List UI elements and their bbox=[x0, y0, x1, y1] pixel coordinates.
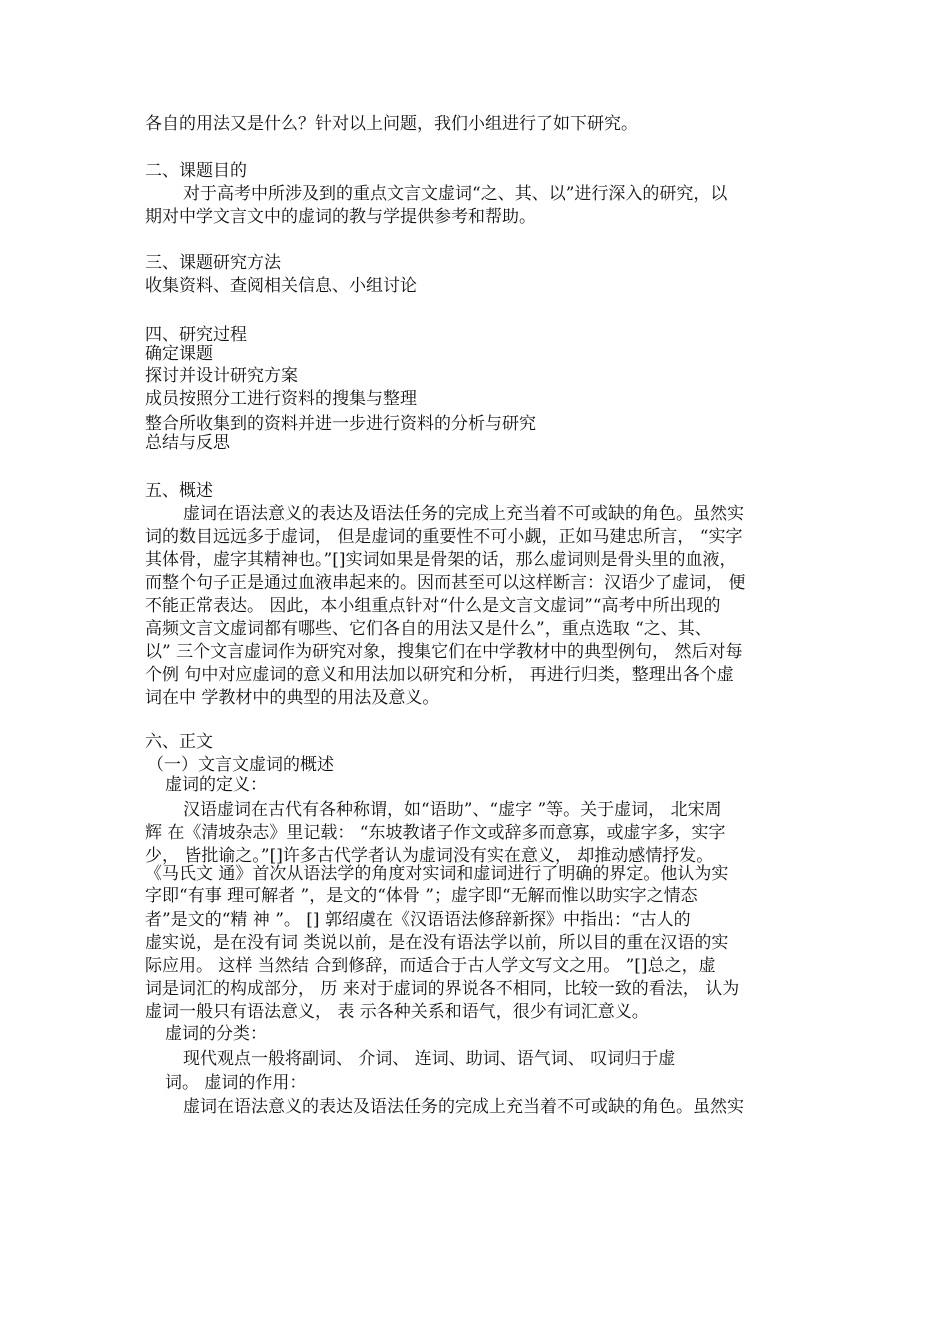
classification-label: 虚词的分类： bbox=[165, 1024, 267, 1044]
section-5-line: 其体骨，虚字其精神也。”[]实词如果是骨架的话，那么虚词则是骨头里的血液， bbox=[145, 550, 737, 570]
section-5-line: 高频文言文虚词都有哪些、它们各自的用法又是什么”，重点选取 “之、其、 bbox=[145, 619, 712, 639]
section-4-line: 总结与反思 bbox=[145, 433, 230, 453]
definition-line: 字即“有事 理可解者 ”，是文的“体骨 ”；虚字即“无解而惟以助实字之情态 bbox=[145, 886, 698, 906]
definition-label: 虚词的定义： bbox=[165, 775, 267, 795]
definition-line: 虚实说，是在没有词 类说以前，是在没有语法学以前，所以目的重在汉语的实 bbox=[145, 933, 729, 953]
section-5-line: 虚词在语法意义的表达及语法任务的完成上充当着不可或缺的角色。虽然实 bbox=[183, 504, 744, 524]
definition-line: 汉语虚词在古代有各种称谓，如“语助”、“虚字 ”等。关于虚词， 北宋周 bbox=[183, 800, 722, 820]
section-2-heading: 二、课题目的 bbox=[145, 161, 247, 181]
section-4-line: 确定课题 bbox=[145, 344, 213, 364]
section-3-heading: 三、课题研究方法 bbox=[145, 253, 281, 273]
section-4-line: 整合所收集到的资料并进一步进行资料的分析与研究 bbox=[145, 414, 536, 434]
classification-line: 现代观点一般将副词、 介词、 连词、助词、语气词、 叹词归于虚 bbox=[183, 1049, 676, 1069]
definition-line: 者”是文的“精 神 ”。 [] 郭绍虞在《汉语语法修辞新探》中指出：“古人的 bbox=[145, 910, 691, 930]
classification-line: 词。 虚词的作用： bbox=[165, 1073, 307, 1093]
section-5-line: 以” 三个文言虚词作为研究对象，搜集它们在中学教材中的典型例句， 然后对每 bbox=[145, 642, 743, 662]
section-4-line: 探讨并设计研究方案 bbox=[145, 366, 298, 386]
section-5-line: 词的数目远远多于虚词， 但是虚词的重要性不可小觑，正如马建忠所言， “实字 bbox=[145, 527, 743, 547]
section-6-heading: 六、正文 bbox=[145, 732, 213, 752]
function-line: 虚词在语法意义的表达及语法任务的完成上充当着不可或缺的角色。虽然实 bbox=[183, 1097, 744, 1117]
section-4-heading: 四、研究过程 bbox=[145, 325, 247, 345]
section-5-line: 不能正常表达。 因此，本小组重点针对“什么是文言文虚词”“高考中所出现的 bbox=[145, 596, 721, 616]
section-6-subheading: （一）文言文虚词的概述 bbox=[147, 755, 334, 775]
definition-line: 词是词汇的构成部分， 历 来对于虚词的界说各不相同，比较一致的看法， 认为 bbox=[145, 979, 740, 999]
section-5-line: 个例 句中对应虚词的意义和用法加以研究和分析， 再进行归类，整理出各个虚 bbox=[145, 665, 734, 685]
definition-line: 辉 在《清坡杂志》里记载： “东坡教诸子作文或辞多而意寡，或虚字多，实字 bbox=[145, 823, 726, 843]
definition-line: 虚词一般只有语法意义， 表 示各种关系和语气，很少有词汇意义。 bbox=[145, 1002, 649, 1022]
definition-line: 《马氏文 通》首次从语法学的角度对实词和虚词进行了明确的界定。他认为实 bbox=[145, 864, 729, 884]
section-5-line: 词在中 学教材中的典型的用法及意义。 bbox=[145, 688, 440, 708]
definition-line: 少， 皆批谕之。”[]许多古代学者认为虚词没有实在意义， 却推动感情抒发。 bbox=[145, 846, 714, 866]
section-5-line: 而整个句子正是通过血液串起来的。因而甚至可以这样断言：汉语少了虚词， 便 bbox=[145, 573, 746, 593]
section-3-line: 收集资料、查阅相关信息、小组讨论 bbox=[145, 276, 417, 296]
definition-line: 际应用。 这样 当然结 合到修辞，而适合于古人学文写文之用。 ”[]总之，虚 bbox=[145, 956, 716, 976]
section-2-line: 期对中学文言文中的虚词的教与学提供参考和帮助。 bbox=[145, 207, 536, 227]
intro-line: 各自的用法又是什么？针对以上问题，我们小组进行了如下研究。 bbox=[145, 114, 638, 134]
section-2-line: 对于高考中所涉及到的重点文言文虚词“之、其、以”进行深入的研究，以 bbox=[183, 184, 728, 204]
section-5-heading: 五、概述 bbox=[145, 481, 213, 501]
section-4-line: 成员按照分工进行资料的搜集与整理 bbox=[145, 389, 417, 409]
